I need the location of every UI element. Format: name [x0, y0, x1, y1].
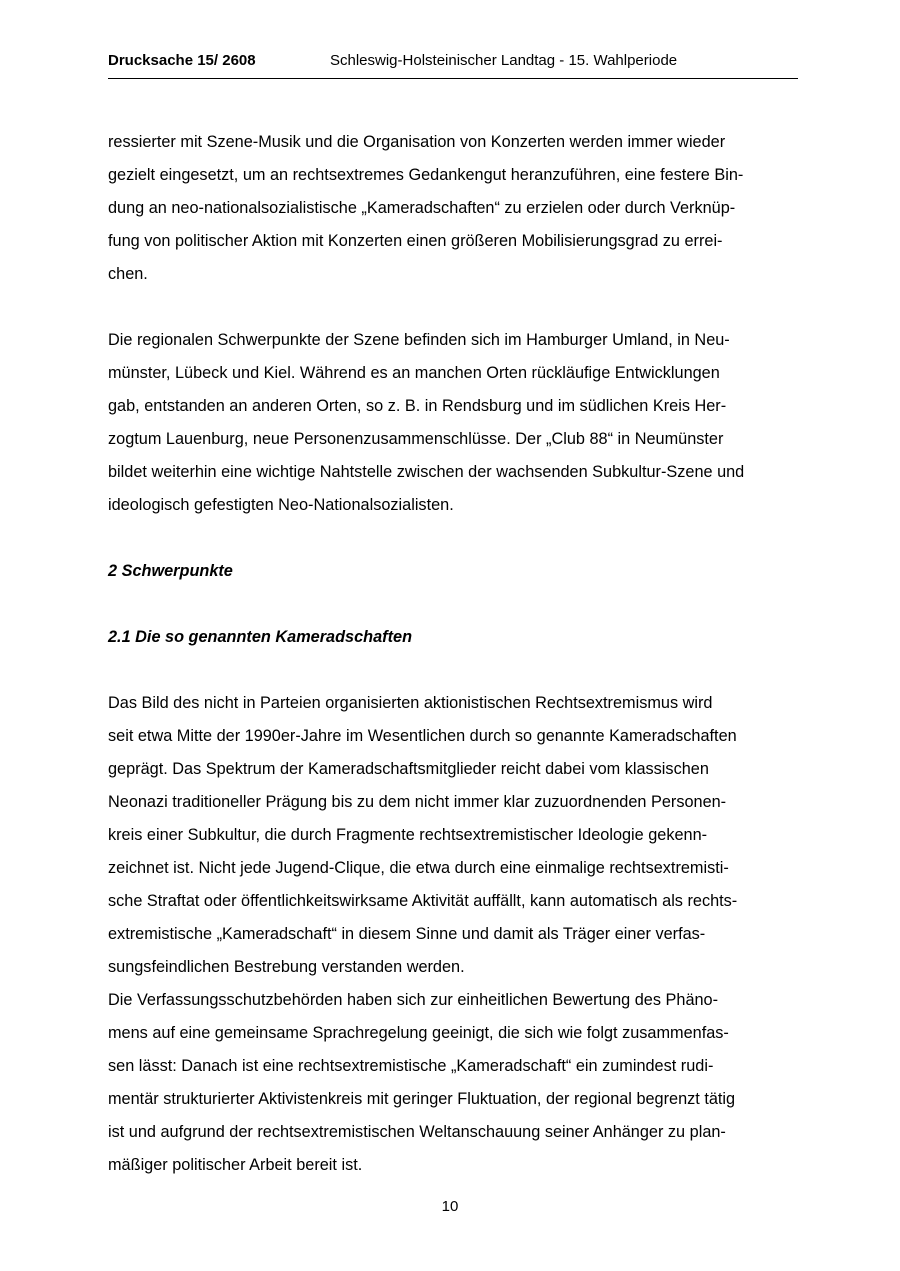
text-line: geprägt. Das Spektrum der Kameradschaftsmitglieder reicht dabei vom klassischen — [108, 760, 709, 778]
text-line: ideologisch gefestigten Neo-Nationalsozialisten. — [108, 496, 454, 514]
text-line: mäßiger politischer Arbeit bereit ist. — [108, 1156, 363, 1174]
text-line: mens auf eine gemeinsame Sprachregelung geeinigt, die sich wie folgt zusammenfas- — [108, 1024, 729, 1042]
paragraph-4 — [108, 984, 798, 1182]
text-line: sen lässt: Danach ist eine rechtsextremistische „Kameradschaft“ ein zumindest rudi- — [108, 1057, 714, 1075]
parliament-name: Schleswig-Holsteinischer Landtag - 15. Wahlperiode — [330, 52, 678, 69]
text-line: Das Bild des nicht in Parteien organisierten aktionistischen Rechtsextremismus wird — [108, 694, 713, 712]
text-line: seit etwa Mitte der 1990er-Jahre im Wesentlichen durch so genannte Kameradschaften — [108, 727, 737, 745]
text-line: bildet weiterhin eine wichtige Nahtstelle zwischen der wachsenden Subkultur-Szene und — [108, 463, 745, 481]
text-line: extremistische „Kameradschaft“ in diesem Sinne und damit als Träger einer verfas- — [108, 925, 706, 943]
paragraph-2 — [108, 324, 798, 522]
paragraph-1 — [108, 126, 798, 291]
text-line: sungsfeindlichen Bestrebung verstanden werden. — [108, 958, 465, 976]
text-line: dung an neo-nationalsozialistische „Kameradschaften“ zu erzielen oder durch Verknüp- — [108, 199, 736, 217]
paragraph-3 — [108, 687, 798, 984]
paragraph-spacer — [108, 291, 798, 324]
text-line: zeichnet ist. Nicht jede Jugend-Clique, die etwa durch eine einmalige rechtsextremisti- — [108, 859, 729, 877]
text-line: Die Verfassungsschutzbehörden haben sich zur einheitlichen Bewertung des Phäno- — [108, 991, 719, 1009]
text-line: ressierter mit Szene-Musik und die Organisation von Konzerten werden immer wieder — [108, 133, 726, 151]
section-heading: 2 Schwerpunkte — [108, 562, 233, 580]
page-header — [108, 52, 798, 79]
text-line: münster, Lübeck und Kiel. Während es an manchen Orten rückläufige Entwicklungen — [108, 364, 720, 382]
text-line: Die regionalen Schwerpunkte der Szene befinden sich im Hamburger Umland, in Neu- — [108, 331, 730, 349]
paragraph-spacer — [108, 654, 798, 687]
text-line: fung von politischer Aktion mit Konzerten einen größeren Mobilisierungsgrad zu errei- — [108, 232, 723, 250]
document-number: Drucksache 15/ 2608 — [108, 52, 256, 69]
text-line: zogtum Lauenburg, neue Personenzusammenschlüsse. Der „Club 88“ in Neumünster — [108, 430, 724, 448]
text-line: sche Straftat oder öffentlichkeitswirksame Aktivität auffällt, kann automatisch als rechts- — [108, 892, 738, 910]
text-line: kreis einer Subkultur, die durch Fragmente rechtsextremistischer Ideologie gekenn- — [108, 826, 708, 844]
subsection-heading: 2.1 Die so genannten Kameradschaften — [108, 628, 413, 646]
document-body — [108, 126, 798, 1182]
text-line: mentär strukturierter Aktivistenkreis mit geringer Fluktuation, der regional begrenzt tätig — [108, 1090, 736, 1108]
paragraph-spacer — [108, 522, 798, 555]
text-line: ist und aufgrund der rechtsextremistischen Weltanschauung seiner Anhänger zu plan- — [108, 1123, 726, 1141]
page-number: 10 — [441, 1198, 459, 1215]
text-line: gab, entstanden an anderen Orten, so z. B. in Rendsburg und im südlichen Kreis Her- — [108, 397, 727, 415]
text-line: Neonazi traditioneller Prägung bis zu dem nicht immer klar zuzuordnenden Personen- — [108, 793, 727, 811]
paragraph-spacer — [108, 588, 798, 621]
text-line: chen. — [108, 265, 148, 283]
text-line: gezielt eingesetzt, um an rechtsextremes Gedankengut heranzuführen, eine festere Bin- — [108, 166, 744, 184]
